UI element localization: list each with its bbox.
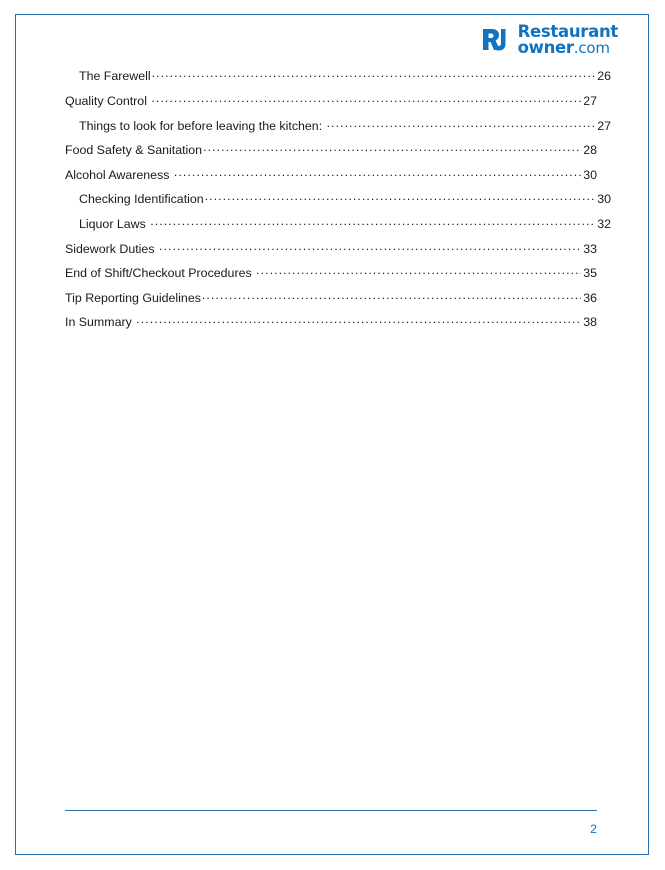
table-of-contents [65,68,611,339]
footer-page-number: 2 [590,822,597,836]
toc-dot-leader [151,93,581,105]
toc-entry-title: Things to look for before leaving the kitchen: [79,118,323,133]
toc-entry[interactable] [65,166,597,191]
toc-entry-page-number: 27 [583,93,597,108]
toc-dot-leader [159,240,581,252]
footer-divider [65,810,597,811]
toc-entry-page-number: 26 [597,69,611,84]
toc-dot-leader [174,166,581,178]
toc-entry-page-number: 36 [583,290,597,305]
toc-dot-leader [202,289,581,301]
toc-dot-leader [136,314,581,326]
toc-dot-leader [203,142,581,154]
toc-entry[interactable] [65,93,597,118]
toc-entry-title: In Summary [65,315,132,330]
logo-owner-text: owner [517,37,574,57]
logo-wordmark [518,24,618,55]
toc-entry-title: Tip Reporting Guidelines [65,290,201,305]
toc-entry[interactable] [65,68,611,93]
restaurant-owner-logo [482,24,618,55]
toc-entry-title: Checking Identification [79,192,204,207]
toc-entry-title: Alcohol Awareness [65,167,170,182]
toc-entry[interactable] [65,191,611,216]
toc-entry-title: Food Safety & Sanitation [65,143,203,158]
toc-dot-leader [205,191,595,203]
logo-tld-text: .com [573,38,610,57]
toc-entry[interactable] [65,240,597,265]
toc-entry[interactable] [65,314,597,339]
toc-entry-title: Quality Control [65,93,147,108]
page-footer [65,810,597,836]
toc-entry-page-number: 30 [583,167,597,182]
toc-entry-page-number: 30 [597,192,611,207]
toc-entry-title: End of Shift/Checkout Procedures [65,266,252,281]
toc-entry-page-number: 38 [583,315,597,330]
toc-entry-title: Sidework Duties [65,241,155,256]
toc-entry-page-number: 33 [583,241,597,256]
toc-entry-title: The Farewell [79,69,151,84]
toc-entry-page-number: 32 [597,216,611,231]
toc-dot-leader [150,216,595,228]
toc-entry-page-number: 35 [583,266,597,281]
toc-entry[interactable] [65,142,597,167]
toc-dot-leader [256,265,581,277]
toc-entry[interactable] [65,216,611,241]
toc-dot-leader [327,117,595,129]
logo-line-owner [517,37,618,57]
toc-entry[interactable] [65,117,611,142]
toc-dot-leader [152,68,595,80]
logo-line-restaurant: Restaurant [517,22,618,41]
restaurant-owner-logo-mark-icon [482,27,511,53]
toc-entry-page-number: 27 [597,118,611,133]
toc-entry[interactable] [65,289,597,314]
toc-entry-title: Liquor Laws [79,216,146,231]
toc-entry-page-number: 28 [583,143,597,158]
toc-entry[interactable] [65,265,597,290]
page-header [0,0,665,62]
